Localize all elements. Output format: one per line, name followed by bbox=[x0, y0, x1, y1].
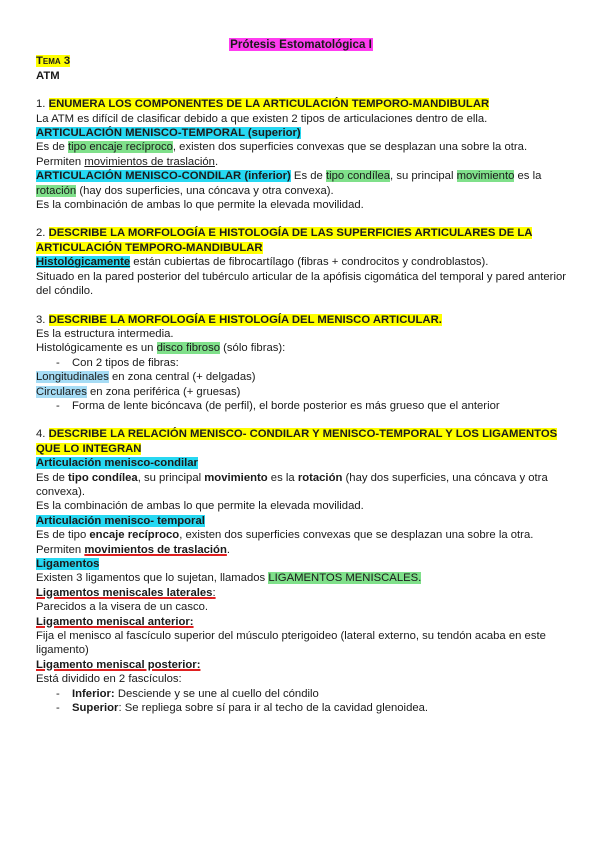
q4-lat-title-line bbox=[36, 586, 566, 600]
text-run: , existen dos superficies convexas que se desplazan una sobre la otra. Permiten bbox=[36, 141, 528, 168]
q1-closing: Es la combinación de ambas lo que permite la elevada movilidad. bbox=[36, 199, 364, 212]
document-title: Prótesis Estomatológica I bbox=[230, 38, 372, 51]
q4-mc-closing: Es la combinación de ambas lo que permite la elevada movilidad. bbox=[36, 500, 364, 513]
text-run: es la bbox=[514, 170, 542, 183]
subject-label: ATM bbox=[36, 69, 60, 82]
text-run: Desciende y se une al cuello del cóndilo bbox=[114, 687, 319, 700]
text-run: . bbox=[226, 543, 230, 556]
text-run: es la bbox=[267, 471, 298, 484]
q4-mc-text bbox=[36, 471, 566, 500]
highlight-run: tipo encaje recíproco bbox=[68, 141, 173, 154]
q4-lig-title: Ligamentos bbox=[36, 558, 100, 570]
text-run: Existen 3 ligamentos que lo sujetan, llamados bbox=[36, 572, 269, 585]
text-run: , existen dos superficies convexas que se desplazan una sobre la otra. Permiten bbox=[36, 529, 534, 556]
question-4-title: DESCRIBE LA RELACIÓN MENISCO- CONDILAR Y MENISCO-TEMPORAL Y LOS LIGAMENTOS QUE LO INTEGRAN bbox=[36, 428, 558, 455]
question-4-number: 4. bbox=[36, 428, 46, 441]
q2-location: Situado en la pared posterior del tubérculo articular de la apófisis cigomática del temporal y pared anterior del cóndilo. bbox=[36, 270, 566, 298]
q1-sub2-text bbox=[36, 169, 566, 198]
question-2-heading bbox=[36, 226, 566, 255]
highlight-run: tipo condílea bbox=[325, 170, 391, 183]
question-3-heading bbox=[36, 313, 566, 327]
q4-bullet-inferior bbox=[36, 687, 566, 701]
text-run: en zona periférica (+ gruesas) bbox=[86, 385, 241, 398]
text-run: en zona central (+ delgadas) bbox=[108, 371, 256, 384]
q3-circular bbox=[36, 385, 566, 399]
q1-intro: La ATM es difícil de clasificar debido a que existen 2 tipos de articulaciones dentro de ella. bbox=[36, 112, 488, 125]
text-run: Es de bbox=[290, 170, 326, 183]
bold-run: encaje recíproco bbox=[89, 529, 180, 542]
text-run: Es de bbox=[36, 471, 69, 484]
highlight-run: rotación bbox=[36, 184, 77, 197]
q4-lat-title: Ligamentos meniscales laterales bbox=[36, 586, 213, 599]
underline-run: movimientos de traslación bbox=[84, 155, 215, 168]
text-run: : Se repliega sobre sí para ir al techo de la cavidad glenoidea. bbox=[118, 702, 429, 715]
text-run: . bbox=[214, 155, 219, 168]
highlight-run: LIGAMENTOS MENISCALES. bbox=[268, 572, 422, 585]
q4-mc-title: Articulación menisco-condilar bbox=[36, 457, 198, 470]
question-2-number: 2. bbox=[36, 227, 46, 240]
bold-run: Inferior: bbox=[72, 687, 115, 700]
question-1-heading bbox=[36, 97, 566, 111]
histology-label: Histológicamente bbox=[36, 256, 131, 269]
text-run: (sólo fibras): bbox=[220, 342, 286, 355]
q2-histology bbox=[36, 255, 566, 269]
q4-lat-text: Parecidos a la visera de un casco. bbox=[36, 601, 209, 614]
text-run: Es de bbox=[36, 141, 69, 154]
q4-post-text: Está dividido en 2 fascículos: bbox=[36, 673, 182, 686]
document-page bbox=[36, 38, 566, 715]
bold-run: Superior bbox=[72, 702, 119, 715]
tema-label: Tema 3 bbox=[36, 55, 71, 68]
q4-bullet-superior bbox=[36, 701, 566, 715]
q3-line1: Es la estructura intermedia. bbox=[36, 327, 174, 340]
q4-ant-text: Fija el menisco al fascículo superior del músculo pterigoideo (lateral externo, su tendón acaba en este ligamento) bbox=[36, 630, 546, 657]
q4-ant-title: Ligamento meniscal anterior: bbox=[36, 615, 194, 628]
highlight-run: disco fibroso bbox=[156, 342, 220, 355]
q4-mt-text bbox=[36, 528, 566, 557]
title-line bbox=[36, 38, 566, 52]
question-1-title: ENUMERA LOS COMPONENTES DE LA ARTICULACIÓN TEMPORO-MANDIBULAR bbox=[48, 98, 490, 111]
q3-longitudinal bbox=[36, 370, 566, 384]
text-run: están cubiertas de fibrocartílago (fibras + condrocitos y condroblastos). bbox=[130, 256, 489, 269]
question-3-title: DESCRIBE LA MORFOLOGÍA E HISTOLOGÍA DEL MENISCO ARTICULAR. bbox=[48, 313, 442, 326]
q1-sub1-text bbox=[36, 140, 566, 169]
q1-sub1-title: ARTICULACIÓN MENISCO-TEMPORAL (superior) bbox=[36, 127, 301, 140]
question-3-number: 3. bbox=[36, 313, 46, 326]
text-run: Histológicamente es un bbox=[36, 342, 157, 355]
question-1-number: 1. bbox=[36, 98, 46, 111]
text-run: Es de tipo bbox=[36, 529, 90, 542]
question-2-title: DESCRIBE LA MORFOLOGÍA E HISTOLOGÍA DE LAS SUPERFICIES ARTICULARES DE LA ARTICULACIÓN TEMPORO-MANDIBULAR bbox=[36, 227, 533, 254]
q4-post-title: Ligamento meniscal posterior: bbox=[36, 658, 201, 671]
q4-lig-text bbox=[36, 571, 566, 585]
question-4-heading bbox=[36, 427, 566, 456]
bold-run: tipo condílea bbox=[68, 471, 138, 484]
highlight-run: Circulares bbox=[36, 385, 87, 398]
text-run: (hay dos superficies, una cóncava y otra convexa). bbox=[76, 184, 334, 197]
bold-run: rotación bbox=[297, 471, 343, 484]
underline-run: movimientos de traslación bbox=[84, 543, 227, 556]
text-run: , su principal bbox=[390, 170, 457, 183]
text-run: (hay dos superficies, una cóncava y otra convexa). bbox=[36, 471, 548, 498]
q3-bullet-1: - Con 2 tipos de fibras: bbox=[36, 356, 566, 370]
highlight-run: movimiento bbox=[456, 170, 515, 183]
q3-bullet-2: - Forma de lente bicóncava (de perfil), el borde posterior es más grueso que el anterior bbox=[36, 399, 566, 413]
q4-mt-title: Articulación menisco- temporal bbox=[36, 514, 205, 527]
q1-sub2-title: ARTICULACIÓN MENISCO-CONDILAR (inferior) bbox=[36, 170, 291, 183]
text-run: : bbox=[212, 586, 216, 599]
highlight-run: Longitudinales bbox=[36, 371, 109, 384]
q3-line2 bbox=[36, 341, 566, 355]
bold-run: movimiento bbox=[204, 471, 268, 484]
text-run: , su principal bbox=[137, 471, 205, 484]
